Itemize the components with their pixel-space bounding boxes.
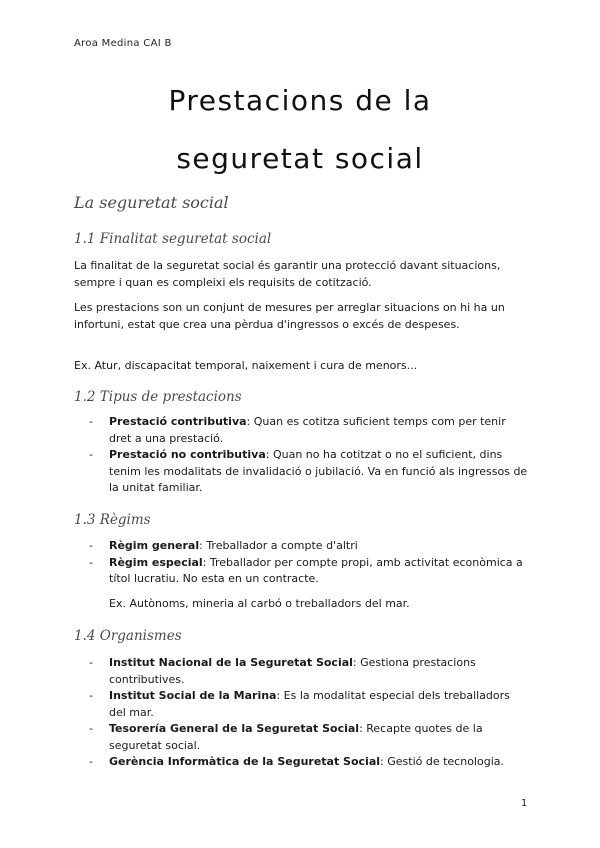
list-item <box>89 414 529 447</box>
document-title-line-2: seguretat social <box>176 142 424 175</box>
list-item-text: : Recapte quotes de la seguretat social. <box>109 722 483 752</box>
list-item-term: Prestació contributiva <box>109 415 247 428</box>
list-marker: - <box>89 722 93 735</box>
list-item <box>89 655 529 688</box>
section-heading-1-2: 1.2 Tipus de prestacions <box>74 389 242 405</box>
list-item-term: Gerència Informàtica de la Seguretat Social <box>109 755 381 768</box>
list-item <box>89 555 529 588</box>
list-item-term: Règim especial <box>109 555 203 569</box>
list-item-term: Prestació no contributiva <box>109 448 266 461</box>
section-heading-main: La seguretat social <box>74 193 229 212</box>
list-item-term: Règim general <box>109 539 200 552</box>
paragraph-1-3-example: Ex. Autònoms, mineria al carbó o treballadors del mar. <box>109 597 410 610</box>
document-title-line-1: Prestacions de la <box>168 84 432 117</box>
list-item <box>89 721 529 754</box>
section-heading-1-3: 1.3 Règims <box>74 512 151 528</box>
list-marker: - <box>89 448 93 461</box>
page-number: 1 <box>521 798 528 809</box>
list-item <box>89 754 529 771</box>
section-heading-1-4: 1.4 Organismes <box>74 628 182 644</box>
list-item-text: : Gestiona prestacions contributives. <box>109 656 476 686</box>
list-item <box>89 538 529 555</box>
list-marker: - <box>89 539 93 552</box>
list-item-term: Tesorería General de la Seguretat Social <box>109 722 360 735</box>
list-marker: - <box>89 689 93 702</box>
list-marker: - <box>89 656 93 669</box>
list-marker: - <box>89 755 93 768</box>
author-header: Aroa Medina CAI B <box>74 38 172 49</box>
paragraph-1-1-b: Les prestacions son un conjunt de mesures per arreglar situacions on hi ha un infortuni, estat que crea una pèrdua d'ingressos o excés de despeses. <box>74 301 505 331</box>
section-heading-1-1: 1.1 Finalitat seguretat social <box>74 231 272 247</box>
list-item-text: : Quan es cotitza suficient temps com per tenir dret a una prestació. <box>109 415 506 445</box>
paragraph-1-1-c: Ex. Atur, discapacitat temporal, naixement i cura de menors... <box>74 359 418 372</box>
list-item-text: : Es la modalitat especial dels treballadors del mar. <box>109 689 510 719</box>
list-item-text: : Gestió de tecnologia. <box>380 755 504 768</box>
list-marker: - <box>89 415 93 428</box>
list-item-term: Institut Nacional de la Seguretat Social <box>109 656 353 669</box>
organismes-list <box>89 655 529 771</box>
list-item-term: Institut Social de la Marina <box>109 689 277 702</box>
list-item <box>89 447 529 497</box>
list-marker: - <box>89 555 93 569</box>
list-item-text: : Treballador a compte d'altri <box>199 539 358 552</box>
prestacions-type-list <box>89 414 529 497</box>
paragraph-1-1-a: La finalitat de la seguretat social és garantir una protecció davant situacions, sempre i quan es compleixi els requisits de cotització. <box>74 259 501 289</box>
list-item-text: : Treballador per compte propi, amb activitat econòmica a títol lucratiu. No esta en un contracte. <box>109 555 523 585</box>
regims-list <box>89 538 529 588</box>
list-item <box>89 688 529 721</box>
list-item-text: : Quan no ha cotitzat o no el suficient, dins tenim les modalitats de invalidació o jubilació. Va en funció als ingressos de la unitat familiar. <box>109 448 528 494</box>
